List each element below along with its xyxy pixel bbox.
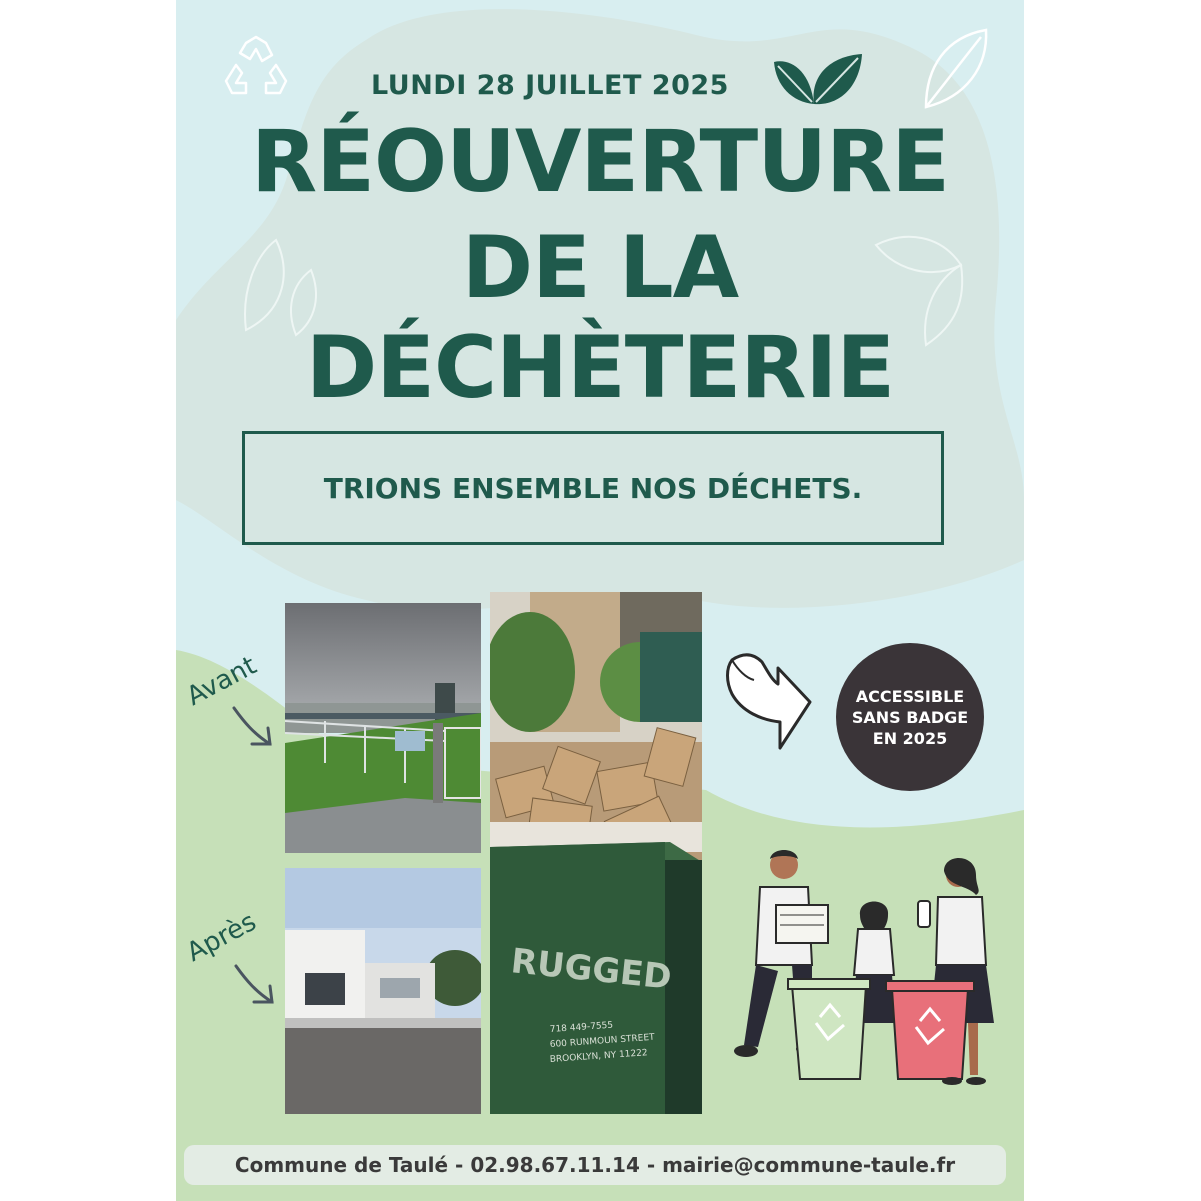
poster	[176, 0, 1024, 1201]
svg-text:RUGGED: RUGGED	[509, 941, 674, 998]
label-before: Avant	[181, 650, 262, 712]
label-after: Après	[181, 906, 262, 968]
arrow-down-right-icon	[230, 704, 276, 750]
title-line-3: DÉCHÈTERIE	[305, 318, 895, 418]
svg-text:718 449-7555: 718 449-7555	[549, 1020, 614, 1035]
footer-contact: Commune de Taulé - 02.98.67.11.14 - mairie@commune-taule.fr	[184, 1145, 1006, 1185]
photo-after	[285, 868, 481, 1114]
photo-before	[285, 603, 481, 853]
photo-dumpster	[490, 592, 702, 1114]
arrow-down-right-icon	[232, 962, 278, 1008]
slogan: TRIONS ENSEMBLE NOS DÉCHETS.	[323, 471, 863, 505]
badge: ACCESSIBLE SANS BADGE EN 2025	[836, 643, 984, 791]
svg-text:600 RUNMOUN STREET: 600 RUNMOUN STREET	[549, 1032, 655, 1050]
title-line-2: DE LA	[461, 218, 739, 318]
leaf-icon	[770, 50, 866, 112]
svg-text:BROOKLYN, NY 11222: BROOKLYN, NY 11222	[549, 1048, 648, 1065]
recycling-illustration	[732, 845, 1012, 1085]
slogan-box	[242, 431, 944, 545]
curved-arrow-icon	[724, 650, 814, 755]
event-date: LUNDI 28 JUILLET 2025	[371, 70, 729, 101]
title-line-1: RÉOUVERTURE	[250, 112, 950, 212]
